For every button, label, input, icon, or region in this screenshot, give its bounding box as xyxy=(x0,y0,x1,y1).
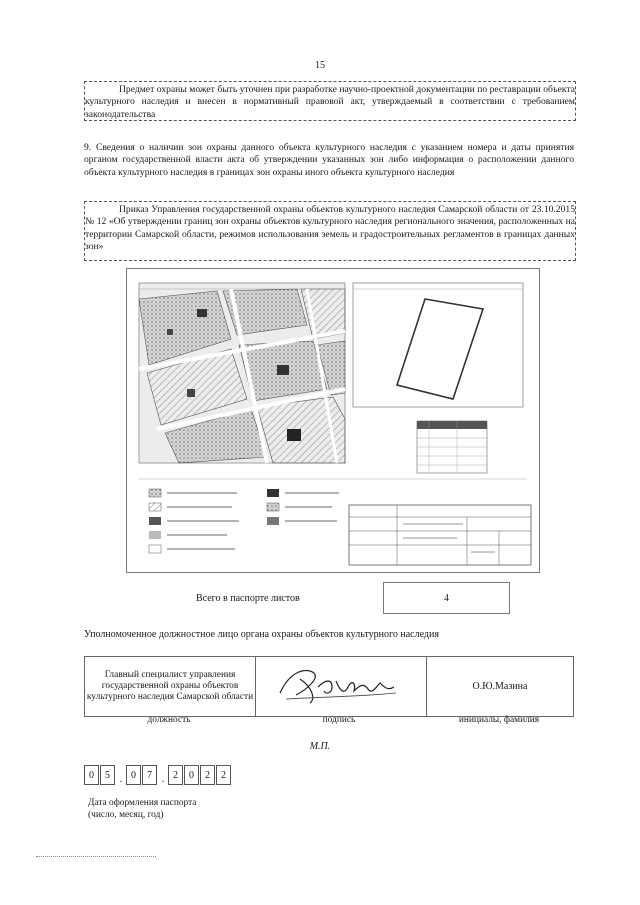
date-year-4: 2 xyxy=(216,765,231,785)
sheets-count-value: 4 xyxy=(383,582,510,614)
stamp-place: М.П. xyxy=(309,741,331,752)
footer-line xyxy=(36,856,156,857)
protection-order-text: Приказ Управления государственной охраны объектов культурного наследия Самарской области от 23.10.2015 № 12 «Об утверждении границ зон охраны объектов культурного наследия регионального значения, расположенных на территории Самарской области, режимов использования земель и градостроительных регламентов в границах данных зон» xyxy=(85,204,575,253)
caption-name: инициалы, фамилия xyxy=(458,715,540,725)
section-9-text: 9. Сведения о наличии зон охраны данного объекта культурного наследия с указанием номера и даты принятия органом государственной власти акта об утверждении указанных зон либо информация о расположении данного объекта культурного наследия в границах зон охраны иного объекта культурного наследия xyxy=(84,142,574,178)
passport-date xyxy=(84,765,232,785)
date-year-3: 2 xyxy=(200,765,215,785)
map-drawing xyxy=(127,269,539,572)
date-month-1: 0 xyxy=(126,765,141,785)
official-position: Главный специалист управления государственной охраны объектов культурного наследия Самарской области xyxy=(86,669,254,703)
caption-signature: подпись xyxy=(322,715,356,725)
coordinates-table xyxy=(417,421,487,473)
name-cell xyxy=(427,657,574,717)
position-cell xyxy=(85,657,256,717)
official-heading: Уполномоченное должностное лицо органа охраны объектов культурного наследия xyxy=(84,629,439,640)
official-name: О.Ю.Мазина xyxy=(472,681,528,692)
city-map-panel xyxy=(139,283,345,463)
map-legend xyxy=(139,479,527,553)
date-year-1: 2 xyxy=(168,765,183,785)
handwritten-signature xyxy=(256,657,426,711)
caption-position: должность xyxy=(147,715,191,725)
date-caption xyxy=(88,797,196,821)
page-number: 15 xyxy=(315,60,325,71)
date-day-2: 5 xyxy=(100,765,115,785)
sheets-count-label: Всего в паспорте листов xyxy=(196,593,300,604)
signature-table xyxy=(84,656,574,717)
date-caption-line1: Дата оформления паспорта xyxy=(88,798,197,808)
protection-zone-map xyxy=(126,268,540,573)
date-separator: . xyxy=(119,774,123,785)
protection-subject-box xyxy=(84,81,576,121)
date-caption-line2: (число, месяц, год) xyxy=(88,810,164,820)
protection-order-box xyxy=(84,201,576,261)
protection-subject-text: Предмет охраны может быть уточнен при разработке научно-проектной документации по реставрации объекта культурного наследия и внесен в нормативный правовой акт, утверждаемый в соответствии с требованием законодательства xyxy=(85,84,575,120)
parcel-plan-panel xyxy=(353,283,523,407)
date-day-1: 0 xyxy=(84,765,99,785)
date-separator: . xyxy=(161,774,165,785)
section-9 xyxy=(84,142,574,179)
date-year-2: 0 xyxy=(184,765,199,785)
signature-cell xyxy=(256,657,427,717)
date-month-2: 7 xyxy=(142,765,157,785)
drawing-title-block xyxy=(349,505,531,565)
